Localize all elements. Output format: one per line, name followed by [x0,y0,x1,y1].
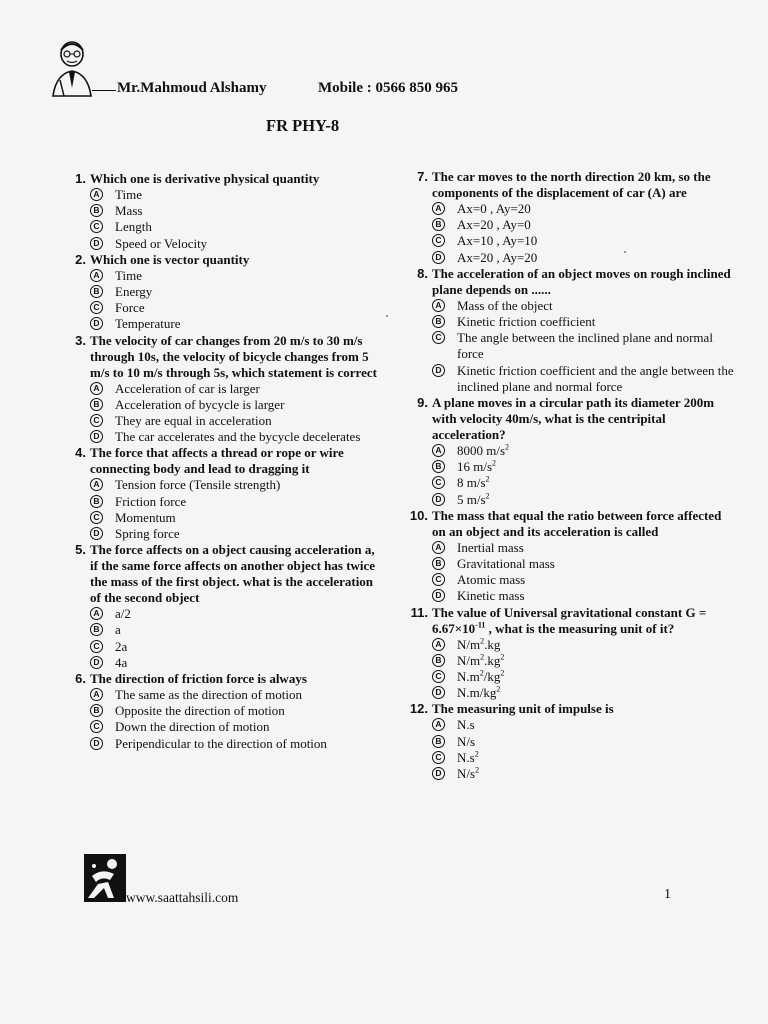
answer-option [90,703,382,719]
answer-option [432,734,736,750]
answer-option [90,687,382,703]
option-text: Speed or Velocity [115,235,208,251]
option-text: Momentum [115,509,176,525]
answer-option [90,413,382,429]
answer-option [90,655,382,671]
option-letter-c: C [432,670,445,683]
answer-option [432,217,736,233]
question-number: 3. [75,332,86,348]
option-letter-b: B [90,495,103,508]
answer-option [90,316,382,332]
option-text: Kinetic friction coefficient and the angle between the inclined plane and normal force [457,362,734,394]
option-text: Acceleration of bycycle is larger [115,396,285,412]
answer-options [432,201,736,266]
question-text: Which one is vector quantity [90,251,250,267]
option-text: Acceleration of car is larger [115,380,260,396]
website-logo-icon [84,854,126,902]
question-number: 9. [417,395,428,411]
question-2 [62,252,382,333]
answer-options [432,443,736,508]
option-letter-b: B [432,654,445,667]
question-text: Which one is derivative physical quantity [90,171,320,186]
option-text: Temperature [115,316,181,332]
answer-option [90,622,382,638]
option-letter-a: A [432,202,445,215]
option-letter-b: B [432,557,445,570]
option-letter-a: A [432,299,445,312]
option-letter-d: D [90,737,103,750]
option-text: Peripendicular to the direction of motion [115,735,327,751]
answer-option [90,606,382,622]
answer-options [432,637,736,702]
option-text: $N.m/kg^2$ [457,684,501,701]
answer-option [90,429,382,445]
teacher-name: Mr.Mahmoud Alshamy [92,80,266,97]
option-letter-a: A [432,638,445,651]
left-question-column [62,171,382,752]
answer-option [432,201,736,217]
option-letter-c: C [432,331,445,344]
answer-option [432,637,736,653]
option-letter-c: C [432,476,445,489]
option-letter-d: D [432,251,445,264]
question-5 [62,542,382,671]
question-number: 11. [410,604,428,620]
page-number: 1 [664,887,671,902]
question-number: 8. [417,265,428,281]
option-letter-b: B [90,623,103,636]
option-text: N/s [457,733,476,749]
question-text: The force that affects a thread or rope or wire connecting body and lead to dragging it [90,445,344,477]
question-number: 5. [75,542,86,558]
question-number: 12. [409,701,428,717]
option-text: $N/m^2.kg$ [457,636,501,652]
option-text: They are equal in acceleration [115,413,272,429]
option-text: a [115,622,121,638]
question-text: The mass that equal the ratio between force affected on an object and its acceleration is called [432,507,722,539]
option-text: Opposite the direction of motion [115,703,285,719]
option-letter-a: A [90,269,103,282]
option-letter-a: A [90,478,103,491]
answer-option [90,736,382,752]
answer-option [432,298,736,314]
option-letter-d: D [90,430,103,443]
option-letter-b: B [432,735,445,748]
question-text: The car moves to the north direction 20 km, so the components of the displacement of car (A) are [432,169,711,200]
option-text: $N/s^2$ [457,765,480,782]
option-letter-b: B [90,204,103,217]
option-letter-c: C [432,751,445,764]
answer-options [90,477,382,542]
question-4 [62,445,382,542]
answer-options [90,187,382,252]
option-letter-d: D [90,656,103,669]
question-text: A plane moves in a circular path its diameter 200m with velocity 40m/s, what is the centripital acceleration? [432,395,715,443]
option-letter-a: A [90,688,103,701]
answer-option [432,588,736,604]
answer-option [90,236,382,252]
option-text: Ax=20 , Ay=20 [457,249,538,265]
question-number: 4. [75,445,86,461]
question-number: 10. [409,507,428,523]
question-number: 6. [75,671,86,687]
option-text: Atomic mass [457,572,526,588]
option-letter-d: D [432,364,445,377]
answer-option [90,284,382,300]
option-text: $N.s^2$ [457,749,479,765]
question-text: The measuring unit of impulse is [432,701,614,717]
option-text: Kinetic friction coefficient [457,314,596,330]
answer-option [432,459,736,475]
option-letter-d: D [432,767,445,780]
option-letter-b: B [90,704,103,717]
answer-option [90,719,382,735]
option-letter-a: A [90,607,103,620]
option-letter-c: C [432,234,445,247]
option-text: Down the direction of motion [115,719,270,735]
question-8 [404,266,736,395]
option-text: 8000 $m/s^2$ [457,442,510,459]
option-text: 8 $m/s^2$ [457,475,490,491]
option-text: N.s [457,717,475,733]
answer-option [90,381,382,397]
option-letter-b: B [432,218,445,231]
option-letter-b: B [432,460,445,473]
page-title: FR PHY-8 [266,116,340,135]
question-number: 2. [75,251,86,267]
answer-option [432,540,736,556]
option-letter-d: D [432,686,445,699]
option-letter-d: D [90,317,103,330]
option-letter-a: A [432,541,445,554]
answer-option [90,187,382,203]
option-text: Time [115,267,142,283]
option-letter-b: B [90,398,103,411]
answer-option [90,477,382,493]
answer-option [432,363,736,395]
answer-option [432,250,736,266]
question-12 [404,701,736,782]
option-text: The angle between the inclined plane and normal force [457,330,713,362]
option-letter-b: B [432,315,445,328]
option-text: Inertial mass [457,539,524,555]
question-1 [62,171,382,252]
answer-option [432,556,736,572]
question-3 [62,333,382,446]
scan-speck [386,315,388,317]
answer-option [432,475,736,491]
answer-options [432,717,736,782]
option-text: Ax=0 , Ay=20 [457,201,531,216]
question-text: The force affects on a object causing acceleration a, if the same force affects on another object has twice the mass of the first object. what is the acceleration of the second object [90,542,376,606]
option-letter-a: A [432,444,445,457]
question-number: 1. [75,171,86,186]
answer-option [432,669,736,685]
option-letter-a: A [432,718,445,731]
option-text: $N/m^2.kg^2$ [457,652,505,668]
option-text: Gravitational mass [457,556,555,572]
answer-option [90,639,382,655]
answer-option [90,510,382,526]
option-text: Force [115,300,145,316]
option-letter-c: C [432,573,445,586]
answer-option [90,397,382,413]
answer-option [90,219,382,235]
option-letter-c: C [90,720,103,733]
option-text: $N.m^2/kg^2$ [457,668,505,685]
option-text: Length [115,219,152,235]
question-10 [404,508,736,605]
option-letter-d: D [432,589,445,602]
question-text: The acceleration of an object moves on rough inclined plane depends on ...... [432,265,731,297]
answer-options [90,687,382,752]
answer-option [90,268,382,284]
answer-options [90,268,382,333]
option-text: Mass of the object [457,297,553,313]
option-letter-c: C [90,640,103,653]
question-number: 7. [417,169,428,184]
answer-options [432,298,736,395]
option-letter-d: D [90,527,103,540]
option-text: 16 $m/s^2$ [457,458,497,475]
option-letter-c: C [90,414,103,427]
option-text: Mass [115,203,143,219]
option-text: 2a [115,638,128,654]
website-link[interactable]: www.saattahsili.com [126,890,239,905]
option-letter-a: A [90,382,103,395]
answer-option [432,766,736,782]
answer-option [432,314,736,330]
option-text: Ax=10 , Ay=10 [457,233,538,249]
answer-option [432,443,736,459]
option-text: Energy [115,284,153,300]
answer-options [90,381,382,446]
question-text: The velocity of car changes from 20 m/s to 30 m/s through 10s, the velocity of bicycle changes from 5 m/s to 10 m/s through 5s, which statement is correct [90,332,377,380]
answer-option [432,685,736,701]
question-text: The value of Universal gravitational constant $G = 6.67\times 10^{-11}$ , what is the measuring unit of it? [432,604,707,636]
option-text: 4a [115,654,128,670]
option-letter-c: C [90,301,103,314]
answer-option [90,203,382,219]
option-letter-b: B [90,285,103,298]
option-text: Kinetic mass [457,588,525,604]
question-7 [404,169,736,266]
option-letter-d: D [432,493,445,506]
option-letter-d: D [90,237,103,250]
answer-option [432,330,736,362]
answer-option [432,717,736,733]
option-text: Spring force [115,526,180,542]
option-text: Tension force (Tensile strength) [115,477,281,493]
option-letter-c: C [90,511,103,524]
answer-option [432,572,736,588]
option-text: a/2 [115,606,131,622]
right-question-column [404,169,736,782]
question-9 [404,395,736,508]
option-text: The same as the direction of motion [115,687,303,703]
answer-option [432,233,736,249]
answer-option [432,750,736,766]
option-text: Friction force [115,493,187,509]
question-6 [62,671,382,752]
mobile-number: Mobile : 0566 850 965 [318,80,458,96]
question-text: The direction of friction force is always [90,671,307,687]
option-text: The car accelerates and the bycycle decelerates [115,429,361,445]
answer-options [90,606,382,671]
question-11 [404,605,736,702]
option-text: 5 $m/s^2$ [457,491,490,507]
answer-option [90,494,382,510]
answer-option [432,653,736,669]
option-letter-c: C [90,220,103,233]
answer-option [90,526,382,542]
option-text: Ax=20 , Ay=0 [457,217,531,233]
answer-option [90,300,382,316]
teacher-portrait-icon [50,40,94,98]
option-text: Time [115,187,142,202]
option-letter-a: A [90,188,103,201]
answer-options [432,540,736,605]
answer-option [432,492,736,508]
